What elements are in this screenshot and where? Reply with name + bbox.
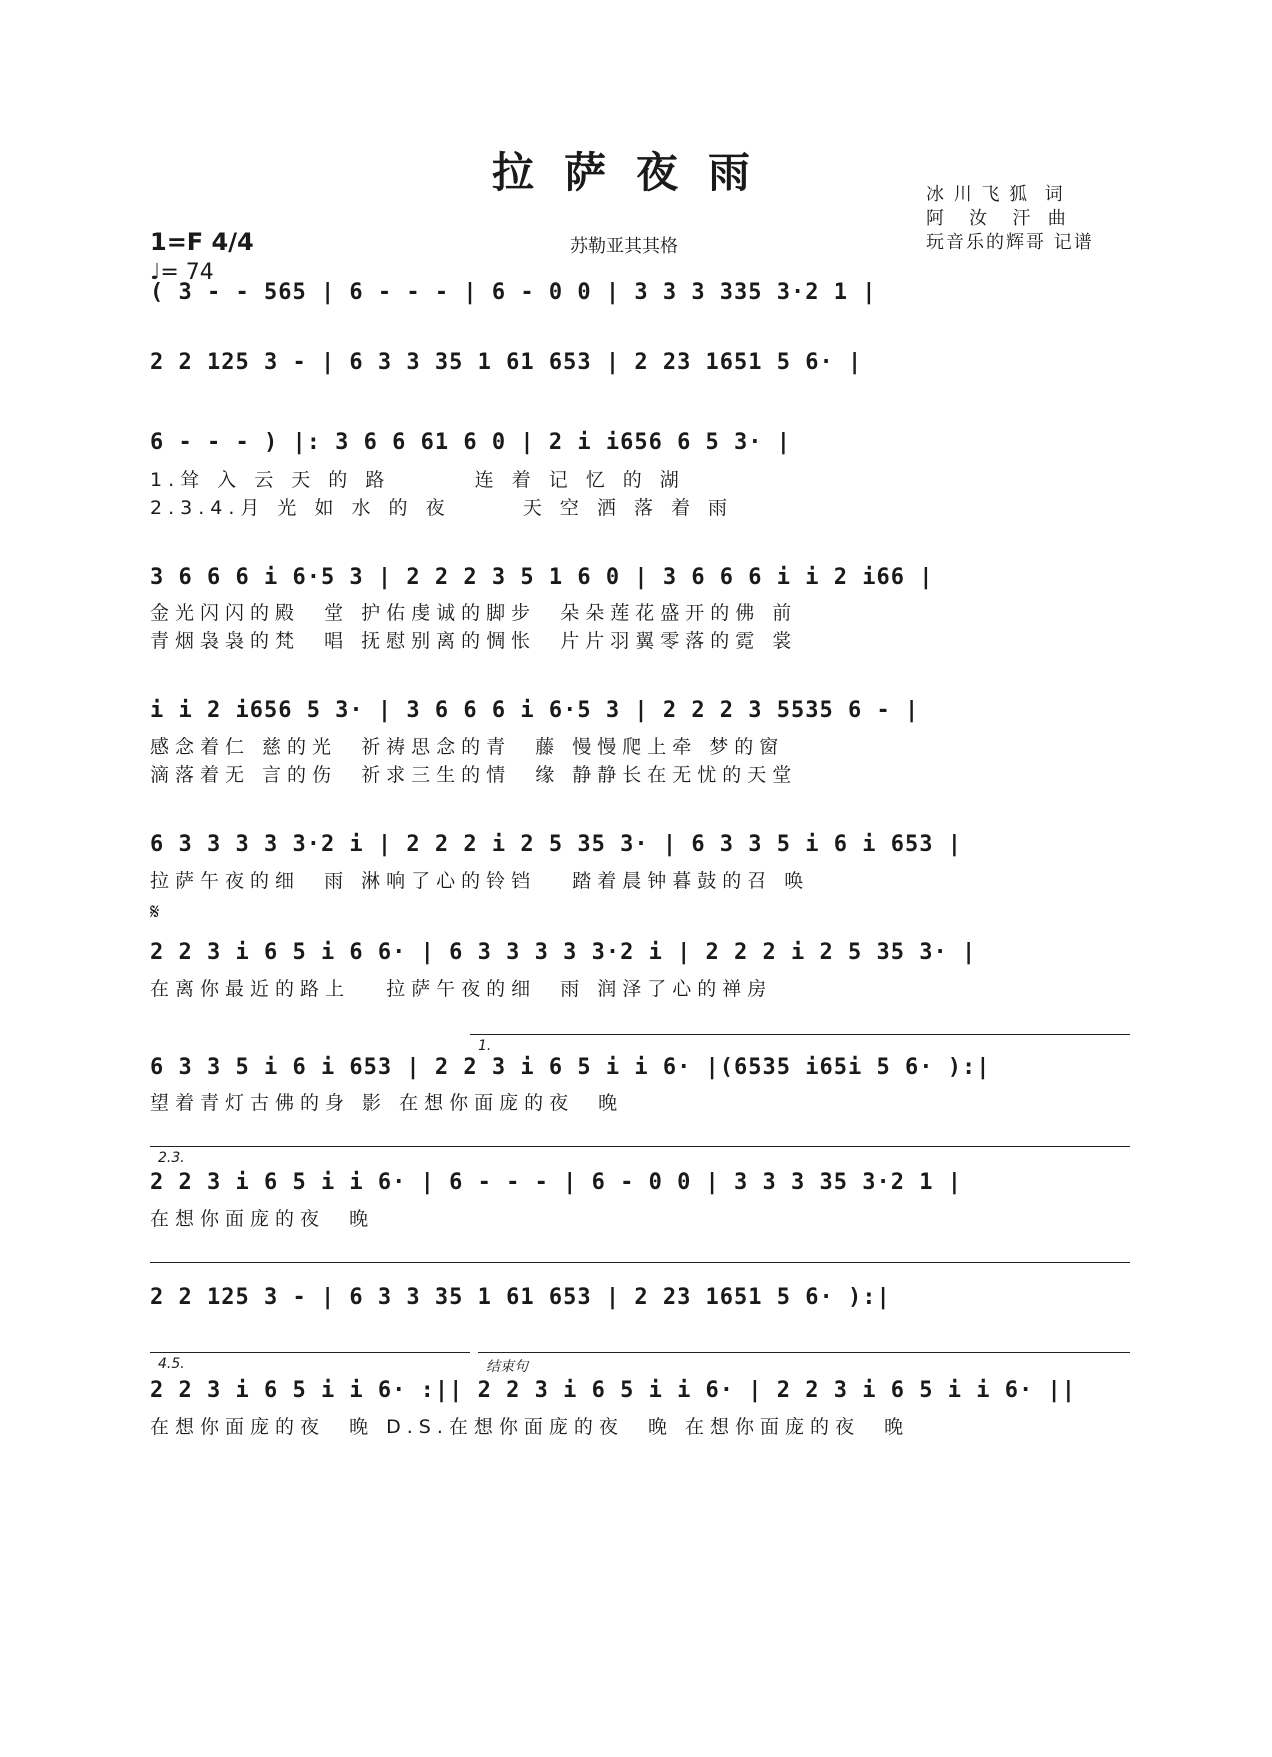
score-line-9: 2 2 3 i 6 5 i i 6· | 6 - - - | 6 - 0 0 | 3 3 3 35 3·2 1 |: [150, 1170, 962, 1195]
repeat-bracket: [150, 1262, 1130, 1263]
lyric-line-5a: 感念着仁 慈的光 祈祷思念的青 藤 慢慢爬上牵 梦的窗: [150, 736, 785, 758]
lyric-line-6a: 拉萨午夜的细 雨 淋响了心的铃铛 踏着晨钟暮鼓的召 唤: [150, 870, 810, 892]
score-line-4: 3 6 6 6 i 6·5 3 | 2 2 2 3 5 1 6 0 | 3 6 6 6 i i 2 i66 |: [150, 565, 934, 590]
score-line-8: 6 3 3 5 i 6 i 653 | 2 2 3 i 6 5 i i 6· |(6535 i65i 5 6· ):|: [150, 1055, 991, 1080]
score-line-10: 2 2 125 3 - | 6 3 3 35 1 61 653 | 2 23 1651 5 6· ):|: [150, 1285, 891, 1310]
ending-label: 结束句: [486, 1359, 528, 1375]
lyric-line-5b: 滴落着无 言的伤 祈求三生的情 缘 静静长在无忧的天堂: [150, 764, 798, 786]
lyric-line-8a: 望着青灯古佛的身 影 在想你面庞的夜 晚: [150, 1092, 624, 1114]
lyric-line-7a: 在离你最近的路上 拉萨午夜的细 雨 润泽了心的禅房: [150, 978, 773, 1000]
volta-bracket-2: [150, 1146, 1130, 1147]
ending-bracket: [478, 1352, 1130, 1353]
transcriber-credit: 玩音乐的辉哥 记谱: [926, 232, 1094, 253]
song-title: 拉萨夜雨: [491, 148, 780, 197]
score-line-6: 6 3 3 3 3 3·2 i | 2 2 2 i 2 5 35 3· | 6 3 3 5 i 6 i 653 |: [150, 832, 962, 857]
score-line-11: 2 2 3 i 6 5 i i 6· :|| 2 2 3 i 6 5 i i 6· | 2 2 3 i 6 5 i i 6· ||: [150, 1378, 1076, 1403]
lyric-line-3a: 1.耸 入 云 天 的 路 连 着 记 忆 的 湖: [150, 469, 685, 491]
volta-2-label: 2.3.: [158, 1150, 185, 1166]
score-line-7: 2 2 3 i 6 5 i 6 6· | 6 3 3 3 3 3·2 i | 2 2 2 i 2 5 35 3· |: [150, 940, 977, 965]
lyric-line-4b: 青烟袅袅的梵 唱 抚慰别离的惆怅 片片羽翼零落的霓 裳: [150, 630, 798, 652]
lyric-line-4a: 金光闪闪的殿 堂 护佑虔诚的脚步 朵朵莲花盛开的佛 前: [150, 602, 798, 624]
composer-credit: 阿 汝 汗 曲: [926, 208, 1068, 229]
lyric-line-11a: 在想你面庞的夜 晚 D.S.在想你面庞的夜 晚 在想你面庞的夜 晚: [150, 1416, 910, 1438]
tempo-marking: ♩= 74: [150, 260, 214, 285]
volta-bracket-3: [150, 1352, 470, 1353]
score-line-2: 2 2 125 3 - | 6 3 3 35 1 61 653 | 2 23 1651 5 6· |: [150, 350, 863, 375]
lyric-line-3b: 2.3.4.月 光 如 水 的 夜 天 空 洒 落 着 雨: [150, 497, 734, 519]
score-line-5: i i 2 i656 5 3· | 3 6 6 6 i 6·5 3 | 2 2 2 3 5535 6 - |: [150, 698, 920, 723]
volta-bracket-1: [470, 1034, 1130, 1035]
lyricist-credit: 冰 川 飞 狐 词: [926, 184, 1065, 205]
score-line-1: ( 3 - - 565 | 6 - - - | 6 - 0 0 | 3 3 3 335 3·2 1 |: [150, 280, 877, 305]
volta-3-label: 4.5.: [158, 1356, 185, 1372]
volta-1-label: 1.: [478, 1038, 492, 1054]
lyric-line-9a: 在想你面庞的夜 晚: [150, 1208, 375, 1230]
key-signature: 1=F 4/4: [150, 228, 254, 256]
score-line-3: 6 - - - ) |: 3 6 6 61 6 0 | 2 i i656 6 5 3· |: [150, 430, 792, 455]
segno-sign: 𝄋: [150, 900, 160, 925]
performer-style: 苏勒亚其其格: [570, 236, 678, 257]
